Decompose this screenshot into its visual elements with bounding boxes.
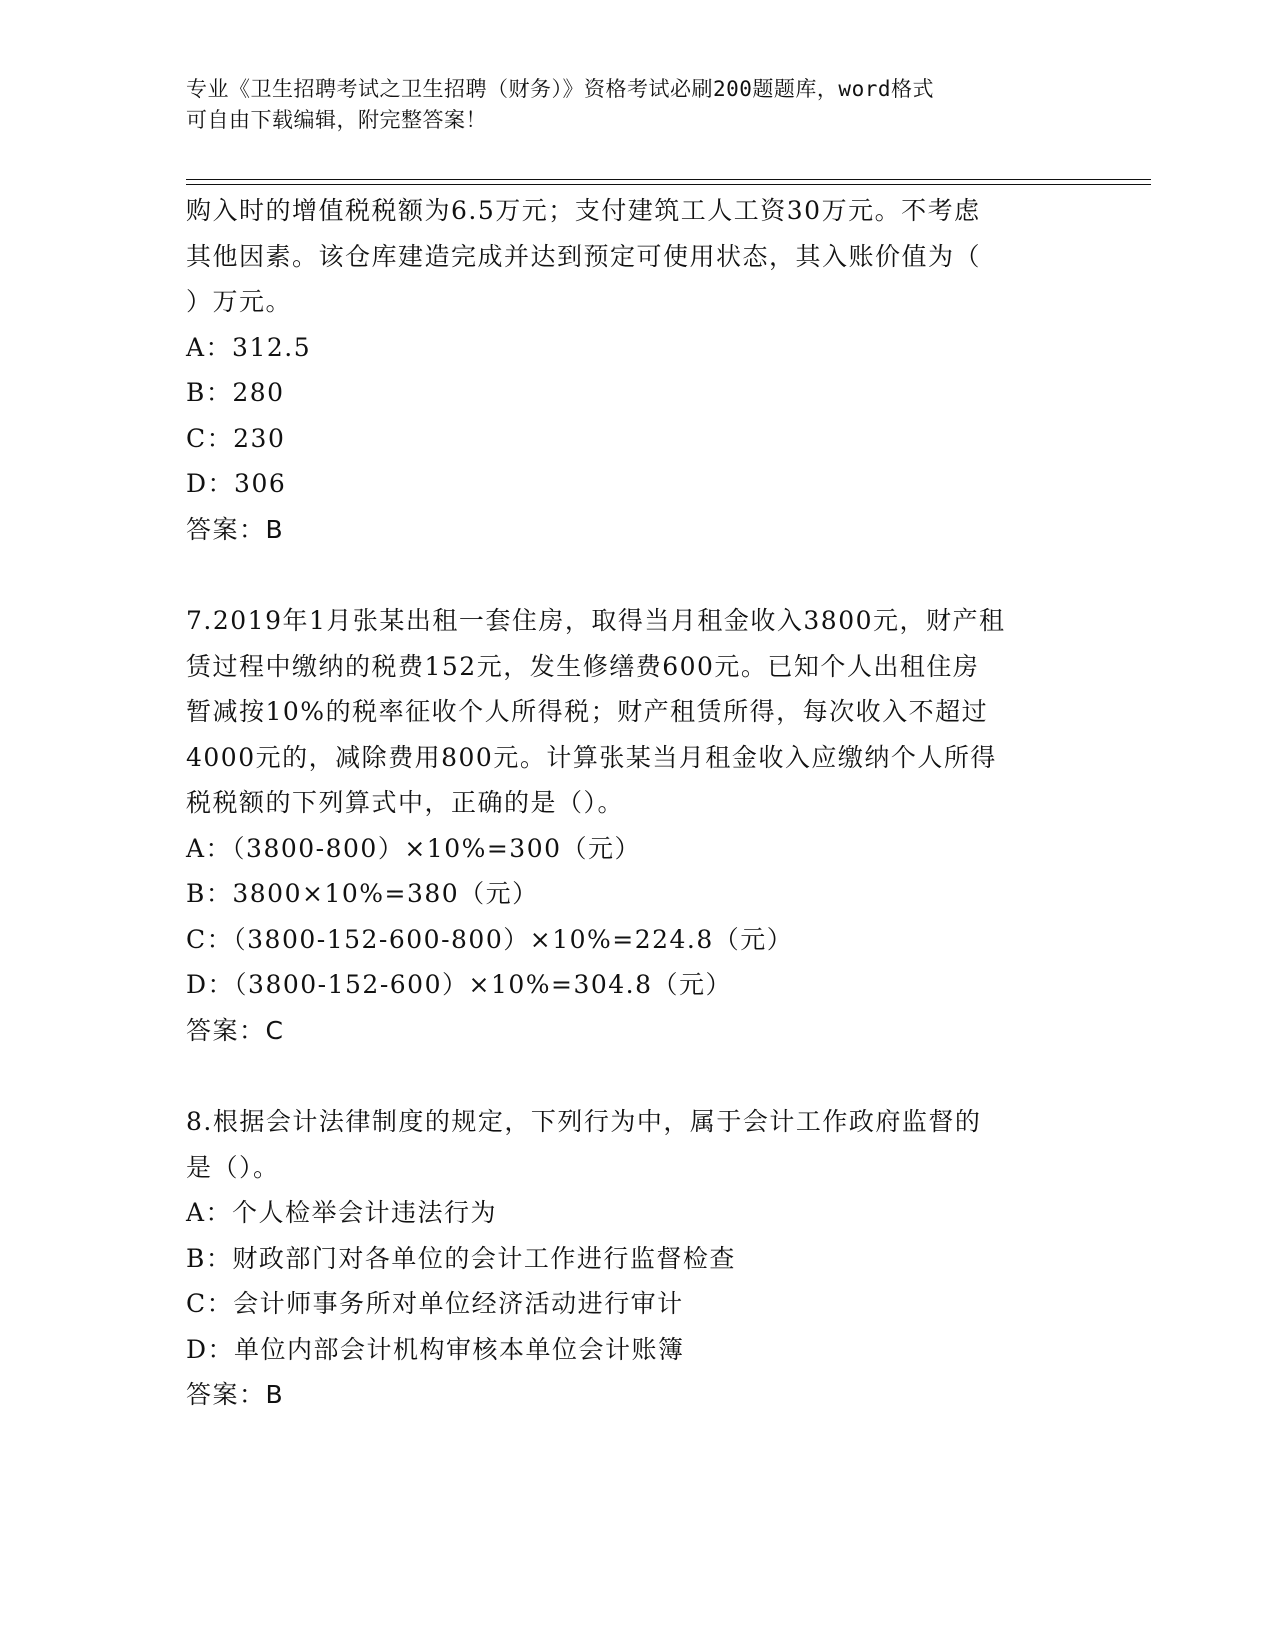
question-6-option-b: B：280 bbox=[186, 378, 285, 407]
question-6-option-a: A：312.5 bbox=[186, 332, 312, 362]
document-body bbox=[186, 188, 1076, 1418]
question-7-line-4: 4000元的，减除费用800元。计算张某当月租金收入应缴纳个人所得 bbox=[186, 742, 997, 772]
question-8-line-1: 8.根据会计法律制度的规定，下列行为中，属于会计工作政府监督的 bbox=[186, 1107, 982, 1136]
question-8-option-c: C：会计师事务所对单位经济活动进行审计 bbox=[186, 1289, 684, 1318]
question-7-option-a: A：（3800-800）×10%=300（元） bbox=[186, 833, 642, 863]
question-6-line-1: 购入时的增值税税额为6.5万元；支付建筑工人工资30万元。不考虑 bbox=[186, 196, 981, 225]
header-rule-bottom bbox=[186, 184, 1151, 185]
header-line-1: 专业《卫生招聘考试之卫生招聘（财务）》资格考试必刷200题题库，word格式 bbox=[186, 77, 934, 101]
question-7-answer: 答案：C bbox=[186, 1015, 285, 1045]
document-header bbox=[186, 74, 1066, 136]
question-7-line-2: 赁过程中缴纳的税费152元，发生修缮费600元。已知个人出租住房 bbox=[186, 651, 980, 681]
question-8-option-a: A：个人检举会计违法行为 bbox=[186, 1198, 498, 1227]
question-8 bbox=[186, 1099, 1076, 1418]
question-6-answer: 答案：B bbox=[186, 514, 285, 544]
question-8-option-d: D：单位内部会计机构审核本单位会计账簿 bbox=[186, 1334, 685, 1364]
header-rule-top bbox=[186, 179, 1151, 180]
question-6-line-3: ）万元。 bbox=[186, 287, 293, 316]
question-7-option-d: D：（3800-152-600）×10%=304.8（元） bbox=[186, 970, 733, 999]
question-7-option-b: B：3800×10%=380（元） bbox=[186, 879, 539, 908]
question-8-line-2: 是（）。 bbox=[186, 1152, 280, 1182]
question-6-line-2: 其他因素。该仓库建造完成并达到预定可使用状态，其入账价值为（ bbox=[186, 241, 982, 271]
question-8-option-b: B：财政部门对各单位的会计工作进行监督检查 bbox=[186, 1243, 736, 1273]
question-6-option-c: C：230 bbox=[186, 423, 286, 453]
question-7-line-1: 7.2019年1月张某出租一套住房，取得当月租金收入3800元，财产租 bbox=[186, 606, 1006, 635]
question-8-answer: 答案：B bbox=[186, 1380, 285, 1409]
question-7-line-3: 暂减按10%的税率征收个人所得税；财产租赁所得，每次收入不超过 bbox=[186, 697, 989, 726]
question-6 bbox=[186, 188, 1076, 552]
header-line-2: 可自由下载编辑，附完整答案！ bbox=[186, 108, 487, 132]
question-6-option-d: D：306 bbox=[186, 469, 287, 498]
spacer bbox=[186, 552, 1076, 598]
question-7 bbox=[186, 598, 1076, 1053]
spacer bbox=[186, 1053, 1076, 1099]
question-7-line-5: 税税额的下列算式中，正确的是（）。 bbox=[186, 788, 625, 817]
question-7-option-c: C：（3800-152-600-800）×10%=224.8（元） bbox=[186, 924, 794, 954]
